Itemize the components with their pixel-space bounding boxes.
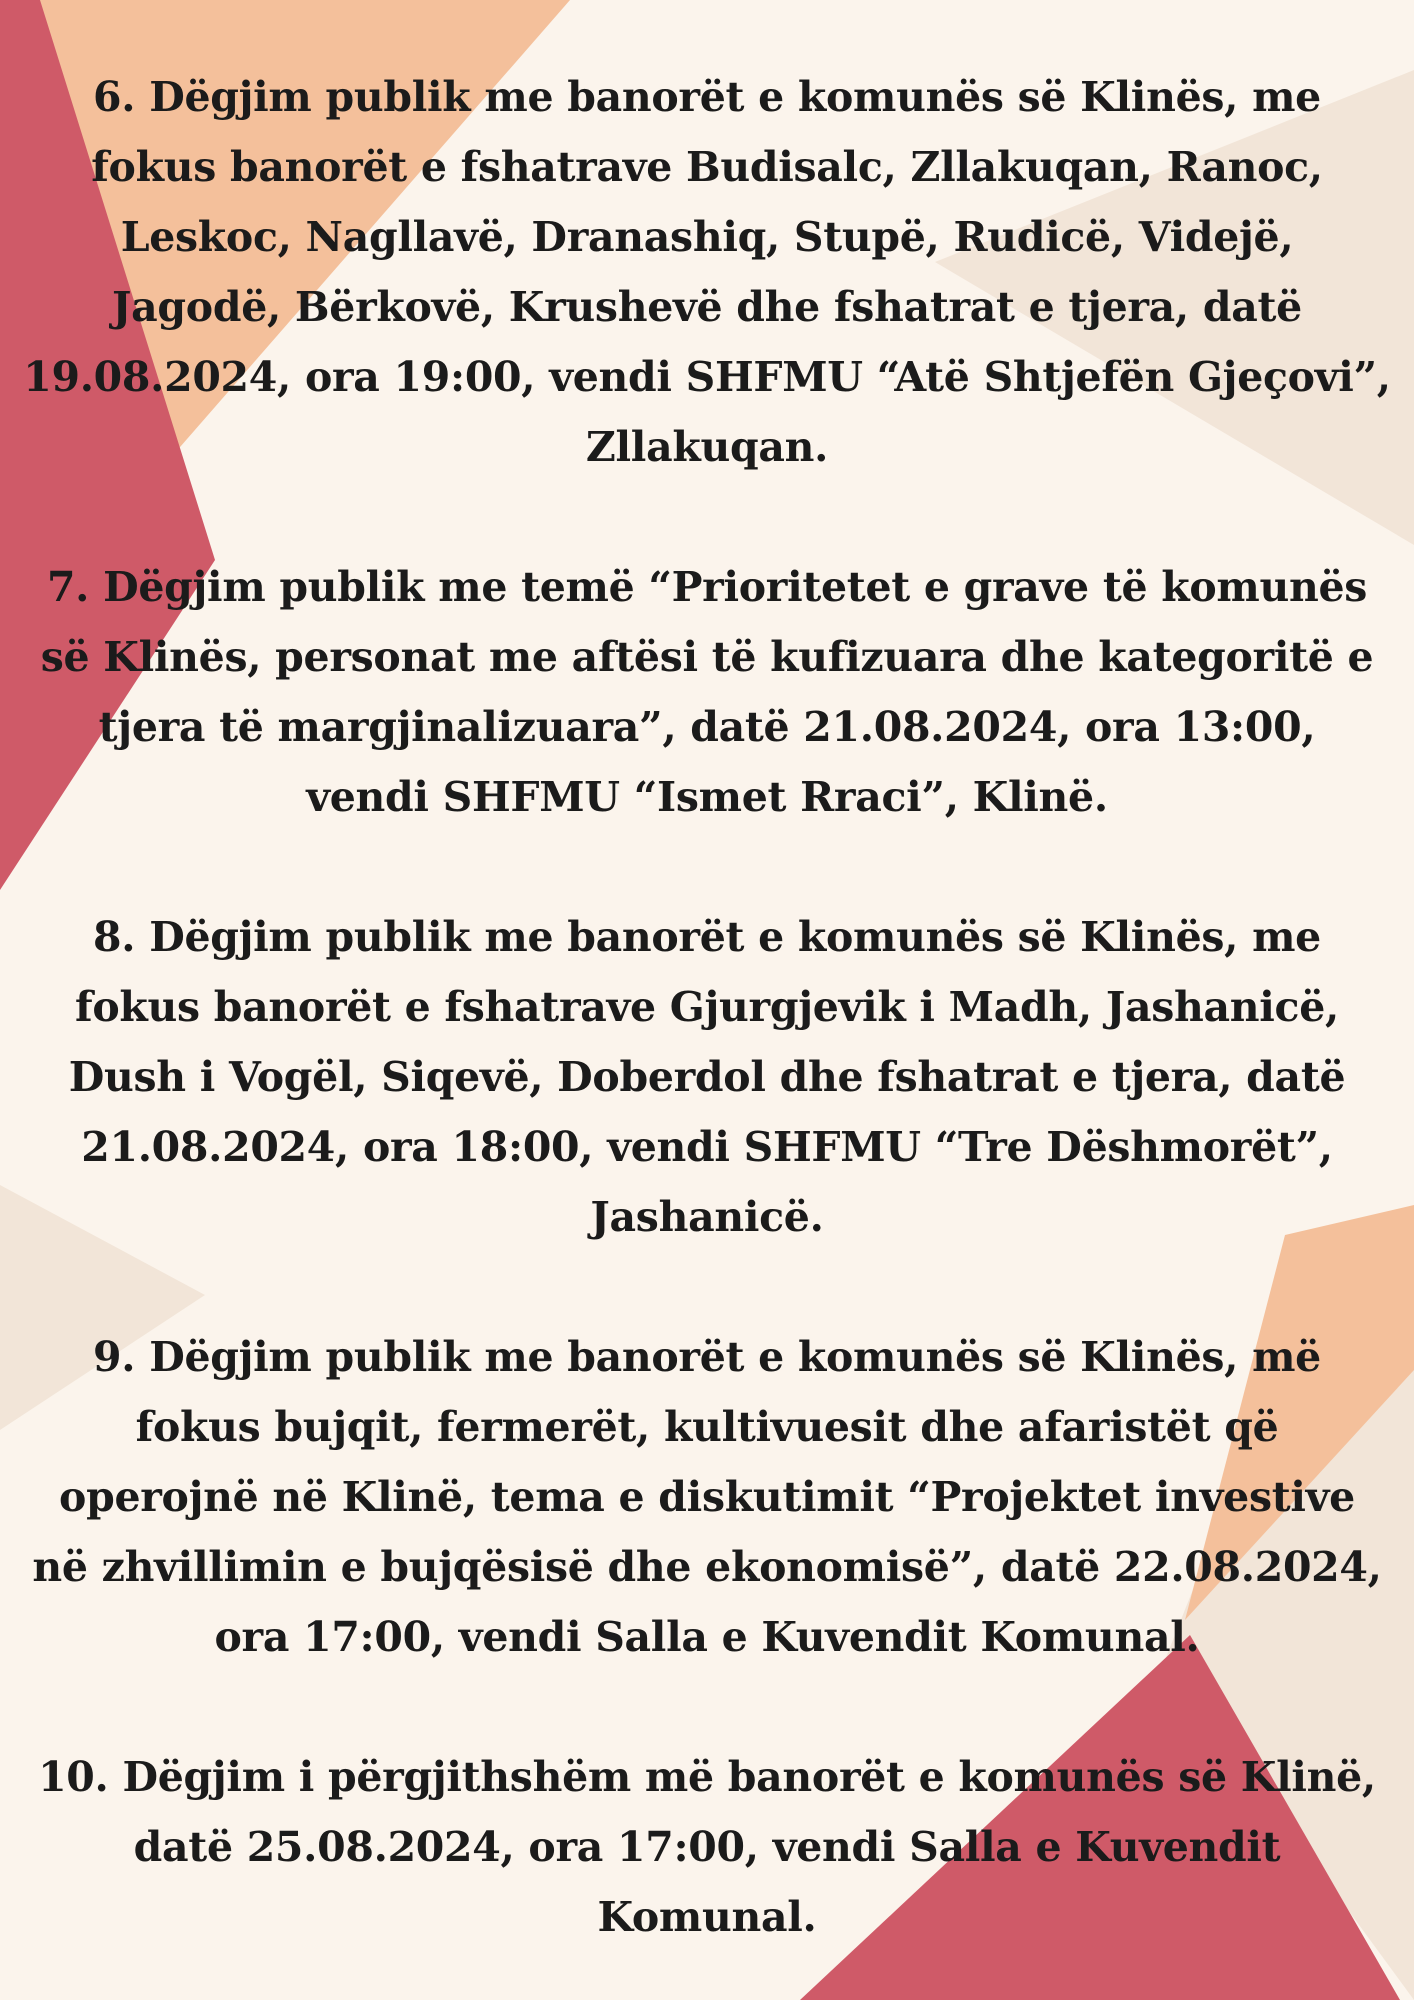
- announcement-item: [20, 62, 1394, 482]
- announcement-line: 10. Dëgjim i përgjithshëm më banorët e komunës së Klinë,: [38, 1753, 1376, 1801]
- announcement-line: në zhvillimin e bujqësisë dhe ekonomisë”, datë 22.08.2024,: [32, 1543, 1382, 1591]
- announcement-line: fokus banorët e fshatrave Budisalc, Zllakuqan, Ranoc,: [91, 143, 1323, 191]
- announcement-line: fokus bujqit, fermerët, kultivuesit dhe afaristët që: [135, 1403, 1279, 1451]
- announcement-item: [20, 552, 1394, 832]
- announcement-line: 6. Dëgjim publik me banorët e komunës së Klinës, me: [93, 73, 1321, 121]
- announcement-line: vendi SHFMU “Ismet Rraci”, Klinë.: [306, 773, 1108, 821]
- announcement-line: Komunal.: [597, 1893, 817, 1941]
- announcement-item: [20, 1322, 1394, 1672]
- announcement-line: Jashanicë.: [590, 1193, 824, 1241]
- announcement-line: së Klinës, personat me aftësi të kufizuara dhe kategoritë e: [40, 633, 1374, 681]
- announcement-line: 21.08.2024, ora 18:00, vendi SHFMU “Tre Dëshmorët”,: [81, 1123, 1333, 1171]
- announcement-item: [20, 1742, 1394, 1952]
- announcement-line: 8. Dëgjim publik me banorët e komunës së Klinës, me: [93, 913, 1321, 961]
- announcement-item: [20, 902, 1394, 1252]
- announcement-line: ora 17:00, vendi Salla e Kuvendit Komunal.: [214, 1613, 1200, 1661]
- announcement-line: 19.08.2024, ora 19:00, vendi SHFMU “Atë Shtjefën Gjeçovi”,: [23, 353, 1391, 401]
- announcement-line: datë 25.08.2024, ora 17:00, vendi Salla e Kuvendit: [133, 1823, 1281, 1871]
- announcement-line: 9. Dëgjim publik me banorët e komunës së Klinës, më: [93, 1333, 1321, 1381]
- announcement-list: [20, 62, 1394, 1952]
- announcement-line: Zllakuqan.: [585, 423, 829, 471]
- announcement-line: 7. Dëgjim publik me temë “Prioritetet e grave të komunës: [46, 563, 1368, 611]
- announcement-line: Leskoc, Nagllavë, Dranashiq, Stupë, Rudicë, Videjë,: [120, 213, 1294, 261]
- announcement-line: fokus banorët e fshatrave Gjurgjevik i Madh, Jashanicë,: [75, 983, 1339, 1031]
- announcement-line: Dush i Vogël, Siqevë, Doberdol dhe fshatrat e tjera, datë: [68, 1053, 1346, 1101]
- announcement-line: Jagodë, Bërkovë, Krushevë dhe fshatrat e tjera, datë: [112, 283, 1302, 331]
- announcement-line: operojnë në Klinë, tema e diskutimit “Projektet investive: [59, 1473, 1355, 1521]
- announcement-line: tjera të margjinalizuara”, datë 21.08.2024, ora 13:00,: [98, 703, 1316, 751]
